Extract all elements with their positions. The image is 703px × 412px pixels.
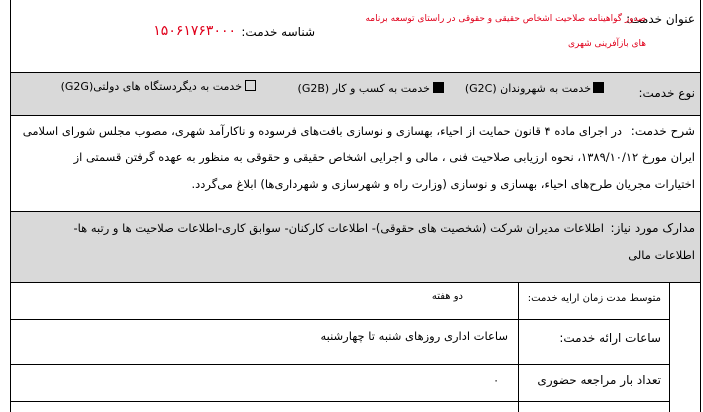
row-divider-4 xyxy=(10,282,701,283)
service-type-label: نوع خدمت: xyxy=(638,86,695,100)
row-divider-3 xyxy=(10,211,701,212)
description-line-2: ایران مورخ ۱۳۸۹/۱۰/۱۲، نحوه ارزیابی صلاحیت فنی ، مالی و اجرایی اشخاص حقیقی و حقوقی به منظور به عهده گرفتن قسمتی از xyxy=(73,150,695,164)
description-label: شرح خدمت: xyxy=(630,124,695,138)
documents-line-2: اطلاعات مالی xyxy=(628,248,695,262)
row-divider-5 xyxy=(10,319,669,320)
service-title-label: عنوان خدمت: xyxy=(626,12,695,26)
row-divider-7 xyxy=(10,401,669,402)
visit-count-label: تعداد بار مراجعه حضوری xyxy=(537,373,661,387)
service-hours-value: ساعات اداری روزهای شنبه تا چهارشنبه xyxy=(320,329,508,343)
checkbox-g2g[interactable] xyxy=(245,80,256,91)
documents-line-1: اطلاعات مدیران شرکت (شخصیت های حقوقی)- اطلاعات کارکنان- سوابق کاری-اطلاعات صلاحیت ها و رتبه ها- xyxy=(73,221,604,235)
description-line-3: اختیارات مجریان طرح‌های احیاء، بهسازی و نوسازی (وزارت راه و شهرسازی و شهرداری‌ها) ابلاغ می‌گردد. xyxy=(191,177,695,191)
table-left-border xyxy=(10,0,11,412)
table-right-border xyxy=(700,0,701,412)
row-divider-2 xyxy=(10,115,701,116)
avg-duration-label: متوسط مدت زمان ارایه خدمت: xyxy=(527,293,661,304)
documents-label: مدارک مورد نیاز: xyxy=(610,221,695,235)
checkbox-g2c[interactable] xyxy=(593,82,604,93)
details-inner-right-border xyxy=(669,282,670,412)
visit-count-value: ۰ xyxy=(493,374,499,387)
option-g2g-label: خدمت به دیگردستگاه های دولتی(G2G) xyxy=(60,80,242,93)
checkbox-g2b[interactable] xyxy=(433,82,444,93)
row-divider-1 xyxy=(10,72,701,73)
service-title-value-line2: های بازآفرینی شهری xyxy=(567,39,646,49)
avg-duration-value: دو هفته xyxy=(431,291,463,302)
details-column-divider xyxy=(518,282,519,412)
description-line-1: در اجرای ماده ۴ قانون حمایت از احیاء، بهسازی و نوسازی بافت‌های فرسوده و ناکارآمد شهری، مصوب مجلس شورای اسلامی xyxy=(22,124,622,138)
row-divider-6 xyxy=(10,364,669,365)
service-id-label: شناسه خدمت: xyxy=(241,25,315,39)
service-title-value-line1: صدور گواهینامه صلاحیت اشخاص حقیقی و حقوقی در راستای توسعه برنامه xyxy=(365,14,646,24)
option-g2b-label: خدمت به کسب و کار (G2B) xyxy=(297,82,430,95)
option-g2c-label: خدمت به شهروندان (G2C) xyxy=(464,82,591,95)
service-hours-label: ساعات ارائه خدمت: xyxy=(559,331,661,345)
service-id-value: ۱۵۰۶۱۷۶۳۰۰۰ xyxy=(153,23,236,39)
